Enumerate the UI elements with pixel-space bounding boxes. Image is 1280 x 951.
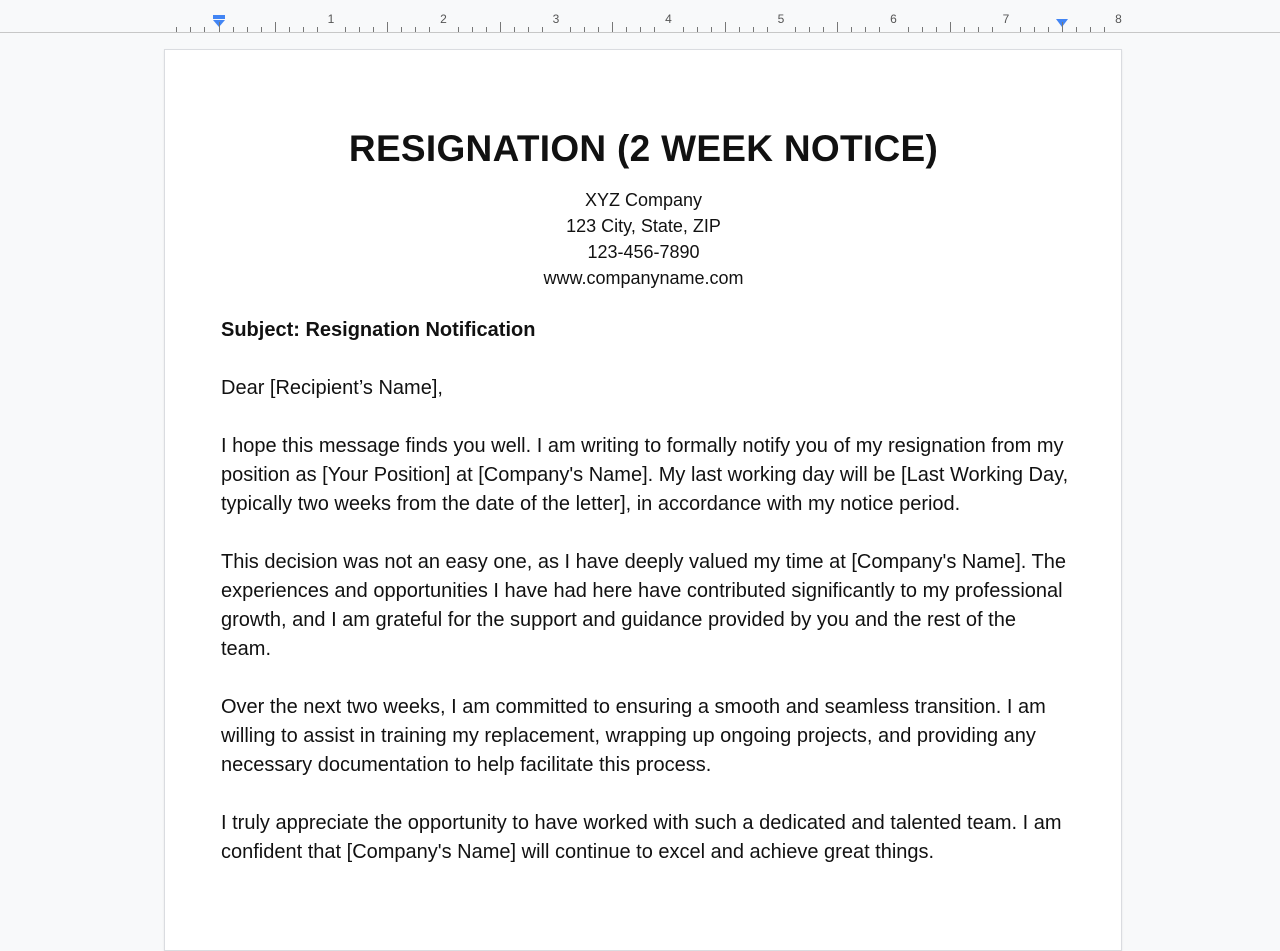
ruler-tick	[922, 27, 923, 32]
ruler-tick	[795, 27, 796, 32]
ruler-tick	[303, 27, 304, 32]
ruler-tick	[542, 27, 543, 32]
ruler-tick	[247, 27, 248, 32]
paragraph: I truly appreciate the opportunity to have worked with such a dedicated and talented team. I am confident that [Company's Name] will continue to excel and achieve great things.	[221, 812, 1062, 863]
ruler-tick	[612, 22, 613, 32]
paragraph: I hope this message finds you well. I am writing to formally notify you of my resignation from my position as [Your Position] at [Company's Name]. My last working day will be [Last Working Day, typically two weeks from the date of the letter], in accordance with my notice period.	[221, 435, 1069, 515]
ruler-tick	[950, 22, 951, 32]
ruler-tick	[1048, 27, 1049, 32]
ruler-tick	[472, 27, 473, 32]
paragraph: Over the next two weeks, I am committed to ensuring a smooth and seamless transition. I am willing to assist in training my replacement, wrapping up ongoing projects, and providing any necessary documentation to help facilitate this process.	[221, 696, 1046, 776]
ruler-tick	[528, 27, 529, 32]
ruler-tick	[584, 27, 585, 32]
company-phone: 123-456-7890	[587, 242, 700, 262]
ruler-label: 7	[1002, 12, 1010, 26]
ruler-tick	[275, 22, 276, 32]
subject-line: Subject: Resignation Notification	[221, 319, 536, 341]
ruler-tick	[317, 27, 318, 32]
ruler-tick	[1076, 27, 1077, 32]
ruler-tick	[711, 27, 712, 32]
ruler-tick	[992, 27, 993, 32]
ruler-label: 3	[552, 12, 560, 26]
ruler-tick	[851, 27, 852, 32]
document-title: RESIGNATION (2 WEEK NOTICE)	[348, 128, 939, 169]
ruler-tick	[598, 27, 599, 32]
ruler-tick	[401, 27, 402, 32]
ruler-tick	[978, 27, 979, 32]
salutation: Dear [Recipient’s Name],	[221, 377, 443, 399]
ruler-tick	[415, 27, 416, 32]
ruler-tick	[1062, 22, 1063, 32]
paragraph: This decision was not an easy one, as I have deeply valued my time at [Company's Name]. The experiences and opportunities I have had here have contributed significantly to my professional growth, and I am grateful for the support and guidance provided by you and the rest of the team.	[221, 551, 1066, 660]
ruler-label: 2	[440, 12, 447, 26]
ruler-tick	[1034, 27, 1035, 32]
ruler-tick	[964, 27, 965, 32]
ruler-tick	[359, 27, 360, 32]
ruler-tick	[458, 27, 459, 32]
ruler-label: 1	[327, 12, 335, 26]
ruler-tick	[823, 27, 824, 32]
ruler-tick	[683, 27, 684, 32]
ruler-tick	[219, 22, 220, 32]
ruler-tick	[190, 27, 191, 32]
ruler-tick	[387, 22, 388, 32]
company-website: www.companyname.com	[543, 268, 744, 288]
ruler-tick	[289, 27, 290, 32]
ruler-tick	[908, 27, 909, 32]
ruler-tick	[261, 27, 262, 32]
horizontal-ruler[interactable]	[0, 0, 1280, 33]
ruler-tick	[626, 27, 627, 32]
document-page[interactable]	[164, 49, 1122, 951]
ruler-tick	[176, 27, 177, 32]
ruler-tick	[204, 27, 205, 32]
company-name: XYZ Company	[584, 190, 703, 210]
ruler-tick	[514, 27, 515, 32]
ruler-tick	[753, 27, 754, 32]
ruler-tick	[697, 27, 698, 32]
ruler-label: 4	[665, 12, 672, 26]
ruler-tick	[936, 27, 937, 32]
ruler-tick	[865, 27, 866, 32]
ruler-tick	[739, 27, 740, 32]
ruler-tick	[486, 27, 487, 32]
ruler-tick	[1104, 27, 1105, 32]
ruler-label: 8	[1115, 12, 1122, 26]
ruler-label: 5	[777, 12, 785, 26]
ruler-tick	[725, 22, 726, 32]
ruler-tick	[570, 27, 571, 32]
ruler-tick	[429, 27, 430, 32]
ruler-tick	[879, 27, 880, 32]
company-address: 123 City, State, ZIP	[566, 216, 721, 236]
ruler-label: 6	[890, 12, 897, 26]
ruler-tick	[837, 22, 838, 32]
ruler-tick	[1020, 27, 1021, 32]
ruler-tick	[345, 27, 346, 32]
company-header	[221, 187, 1066, 291]
ruler-tick	[373, 27, 374, 32]
ruler-tick	[233, 27, 234, 32]
ruler-tick	[640, 27, 641, 32]
ruler-tick	[500, 22, 501, 32]
ruler-tick	[767, 27, 768, 32]
ruler-tick	[1090, 27, 1091, 32]
ruler-tick	[809, 27, 810, 32]
ruler-tick	[654, 27, 655, 32]
